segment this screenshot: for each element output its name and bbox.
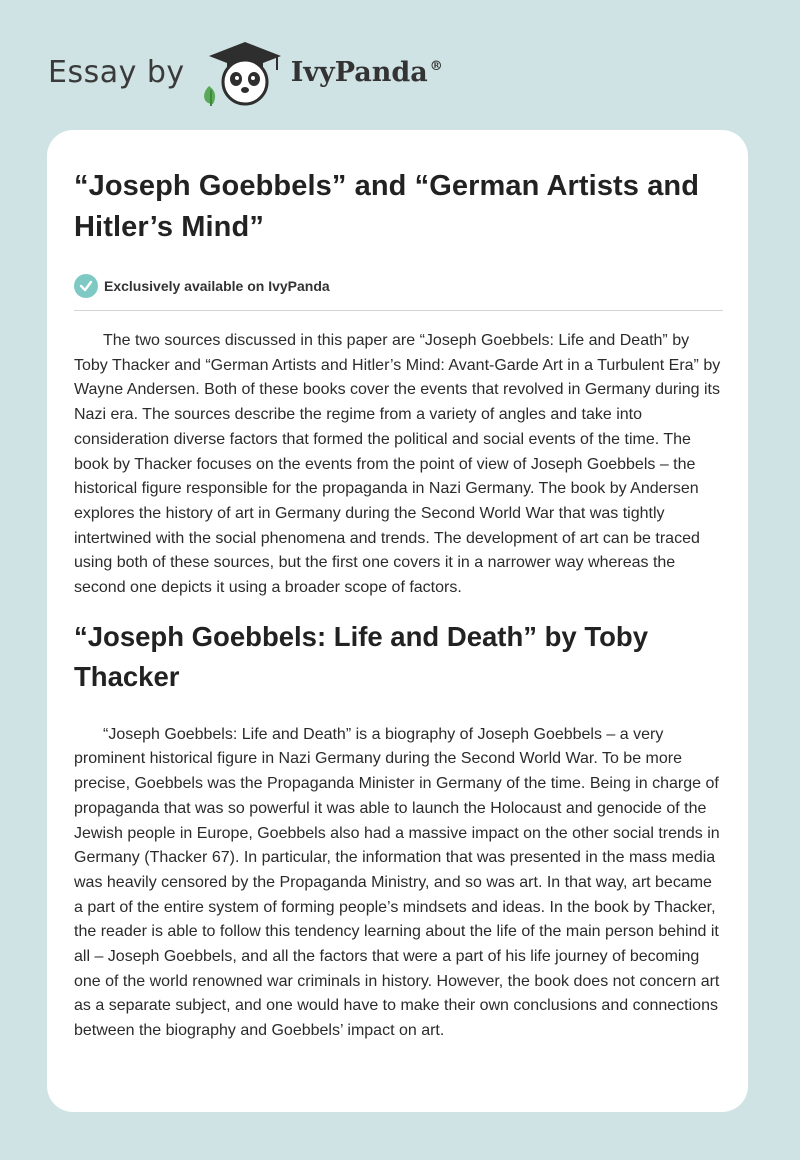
exclusive-label: Exclusively available on IvyPanda bbox=[104, 278, 330, 294]
brand-name[interactable] bbox=[291, 57, 443, 88]
article-card bbox=[47, 130, 748, 1112]
page-title: “Joseph Goebbels” and “German Artists and Hitler’s Mind” bbox=[74, 170, 700, 243]
divider bbox=[74, 310, 723, 311]
exclusive-badge bbox=[74, 274, 721, 298]
panda-logo-icon bbox=[199, 36, 285, 108]
intro-paragraph: The two sources discussed in this paper are “Joseph Goebbels: Life and Death” by Toby Thacker and “German Artists and Hitler’s Mind: Avant-Garde Art in a Turbulent Era” by Wayne Andersen. Both of these books cover the events that revolved in Germany during its Nazi era. The sources describe the regime from a variety of angles and take into consideration diverse factors that formed the political and social events of the time. The book by Thacker focuses on the events from the point of view of Joseph Goebbels – the historical figure responsible for the propaganda in Nazi Germany. The book by Andersen explores the history of art in Germany during the Second World War that was tightly intertwined with the social phenomena and trends. The development of art can be traced using both of these sources, but the first one covers it in a narrower way whereas the second one depicts it using a broader scope of factors. bbox=[74, 332, 721, 597]
registered-mark: ® bbox=[429, 58, 443, 74]
site-header bbox=[48, 36, 443, 108]
section-paragraph: “Joseph Goebbels: Life and Death” is a biography of Joseph Goebbels – a very prominent historical figure in Nazi Germany during the Second World War. To be more precise, Goebbels was the Propaganda Minister in Germany of the time. Being in charge of propaganda that was so powerful it was able to launch the Holocaust and genocide of the Jewish people in Europe, Goebbels also had a massive impact on the other social trends in Germany (Thacker 67). In particular, the information that was presented in the mass media was heavily censored by the Propaganda Ministry, and so was art. In that way, art became a part of the entire system of forming people’s mindsets and ideas. In the book by Thacker, the reader is able to follow this tendency learning about the life of the main person behind it all – Joseph Goebbels, and all the factors that were a part of his life journey of becoming one of the world renowned war criminals in history. However, the book does not concern art as a separate subject, and one would have to make their own conclusions and connections between the biography and Goebbels’ impact on art. bbox=[74, 725, 720, 1040]
essay-by-label: Essay by bbox=[48, 54, 185, 90]
check-icon bbox=[74, 274, 98, 298]
section-heading: “Joseph Goebbels: Life and Death” by Toby Thacker bbox=[74, 620, 649, 692]
brand-text: IvyPanda bbox=[290, 56, 428, 88]
